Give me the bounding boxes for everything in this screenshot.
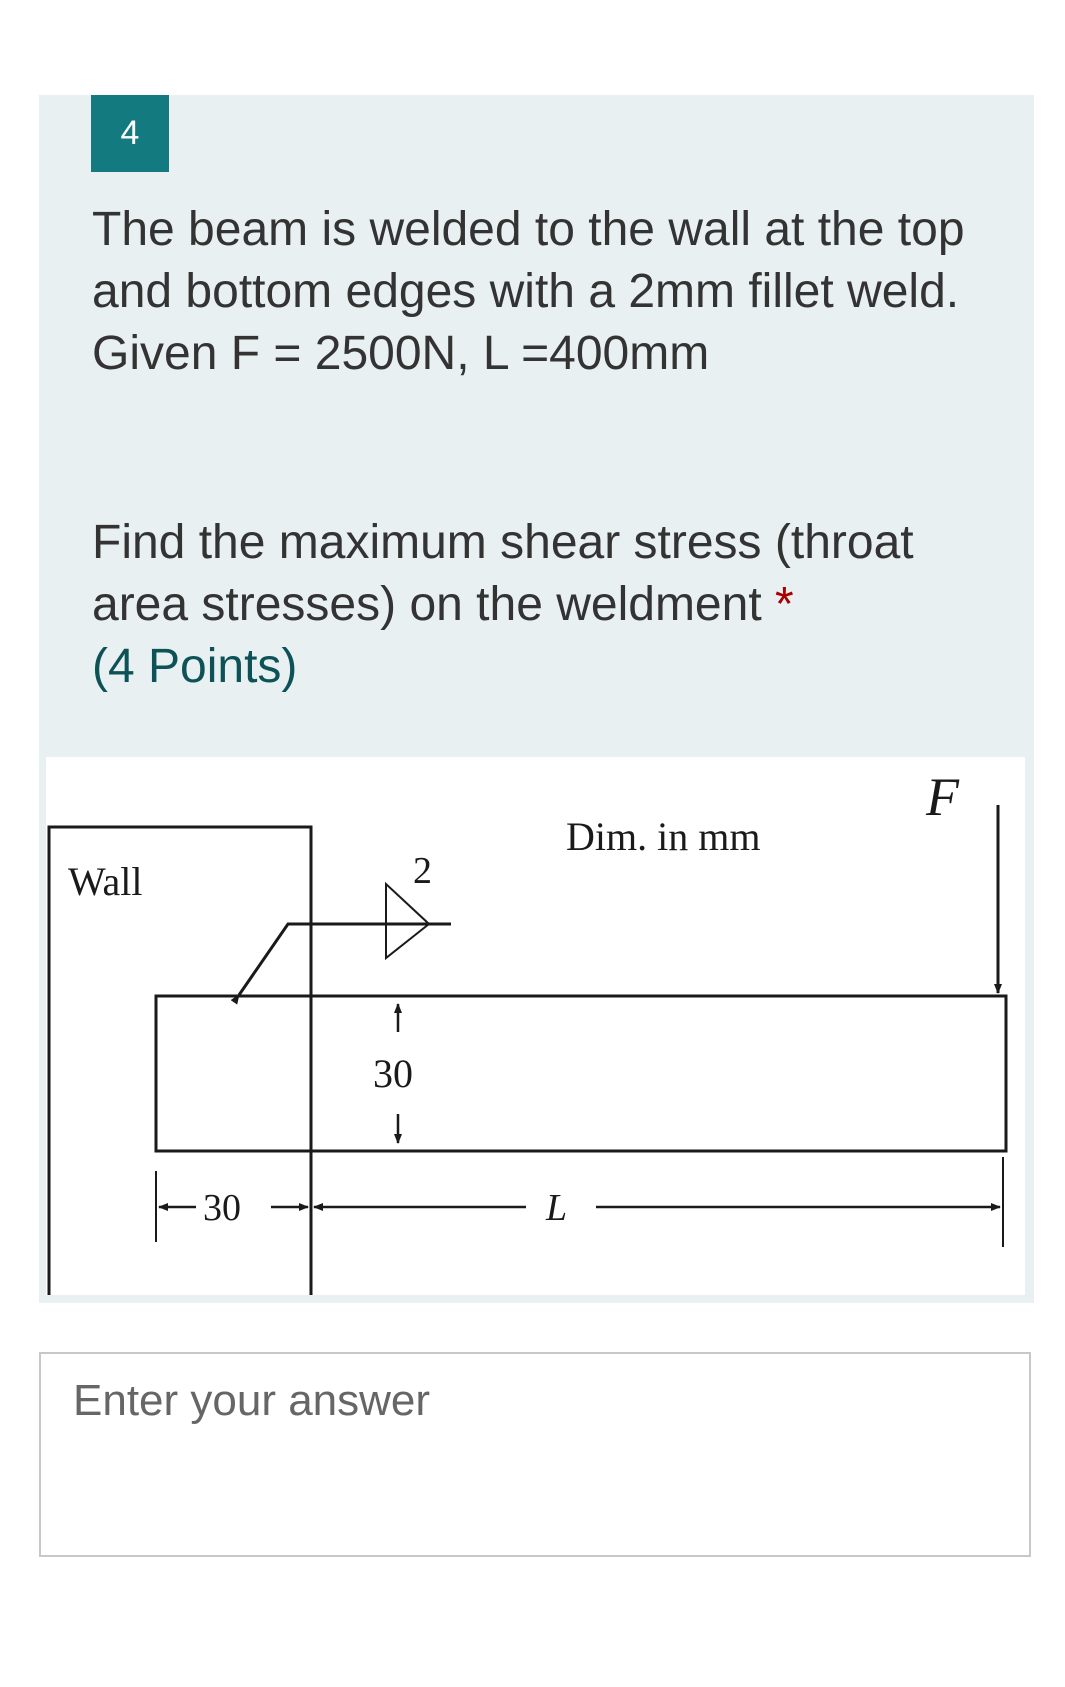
dimension-note: Dim. in mm	[566, 814, 761, 859]
answer-field[interactable]	[39, 1352, 1031, 1557]
wall-label: Wall	[68, 859, 143, 904]
force-label: F	[926, 767, 959, 827]
question-text	[92, 199, 992, 385]
question-prompt	[92, 512, 992, 698]
fillet-weld-symbol	[386, 884, 429, 958]
beam-offset-label: 30	[203, 1187, 241, 1229]
question-prompt-text: Find the maximum shear stress (throat area stresses) on the weldment	[92, 516, 914, 631]
weld-diagram-svg	[46, 757, 1025, 1295]
question-number-badge: 4	[91, 95, 169, 172]
beam	[156, 996, 1006, 1151]
weld-size-label: 2	[413, 850, 432, 892]
weld-diagram	[46, 757, 1025, 1295]
beam-height-label: 30	[373, 1051, 413, 1096]
question-points: (4 Points)	[92, 640, 298, 693]
weld-leader	[239, 924, 451, 995]
length-label: L	[546, 1187, 568, 1229]
answer-input[interactable]	[41, 1354, 1029, 1555]
question-card	[39, 95, 1034, 1303]
question-text-line2: Given F = 2500N, L =400mm	[92, 327, 710, 380]
question-text-line1: The beam is welded to the wall at the top and bottom edges with a 2mm fillet weld.	[92, 203, 965, 318]
required-marker: *	[775, 578, 794, 631]
